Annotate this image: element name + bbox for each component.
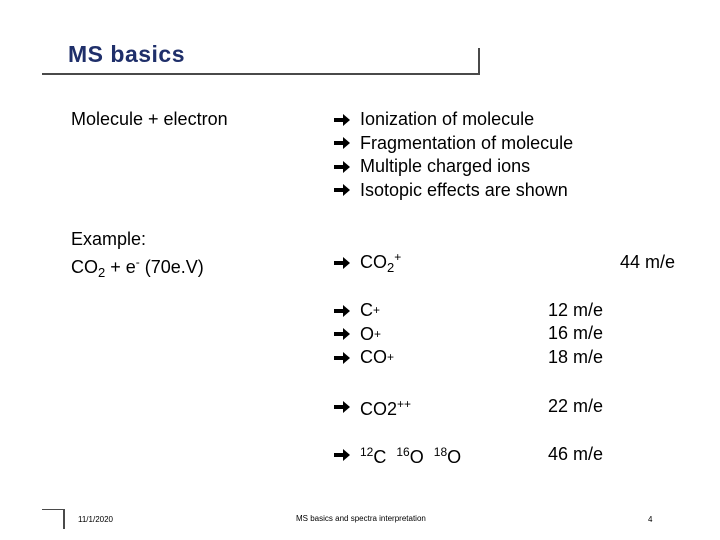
- footer-date: 11/1/2020: [78, 515, 113, 524]
- list-item: Ionization of molecule: [333, 108, 573, 132]
- example-reaction: $CO_2 + e^-$ (70e.V): [71, 255, 204, 280]
- page-number: 4: [648, 515, 653, 524]
- co2-plus-row: [333, 251, 401, 275]
- right-arrow-icon: [333, 327, 351, 341]
- slide-title: MS basics: [68, 41, 185, 67]
- ion-mass-value: 44 m/e: [620, 252, 676, 272]
- example-label: Example:: [71, 229, 147, 249]
- ion-formula: $CO_2^+$: [360, 250, 402, 276]
- title-rule-tick: [478, 48, 480, 75]
- list-item: O +: [333, 323, 394, 347]
- right-arrow-icon: [333, 400, 351, 414]
- right-arrow-icon: [333, 351, 351, 365]
- list-item: C +: [333, 299, 394, 323]
- fragments-list: [333, 299, 394, 370]
- isotope-row: [333, 443, 461, 467]
- right-arrow-icon: [333, 448, 351, 462]
- list-item: CO +: [333, 346, 394, 370]
- footer-rule: [42, 509, 65, 510]
- right-arrow-icon: [333, 160, 351, 174]
- example-block: [71, 228, 204, 284]
- results-list: [333, 108, 573, 202]
- list-item: Multiple charged ions: [333, 155, 573, 179]
- right-arrow-icon: [333, 183, 351, 197]
- right-arrow-icon: [333, 304, 351, 318]
- fragment-mass-value: 12 m/e: [548, 300, 604, 320]
- fragment-mass-value: 18 m/e: [548, 347, 604, 367]
- ion-formula: CO2++: [360, 396, 412, 419]
- list-item: Isotopic effects are shown: [333, 179, 573, 203]
- footer-caption: MS basics and spectra interpretation: [296, 514, 426, 523]
- footer-rule-tick: [63, 509, 65, 529]
- fragment-mass-value: 16 m/e: [548, 323, 604, 343]
- right-arrow-icon: [333, 113, 351, 127]
- ion-mass-value: 46 m/e: [548, 444, 604, 464]
- ion-mass-value: 22 m/e: [548, 396, 604, 416]
- isotope-formula: $^{12}$C $^{16}$O $^{18}$O: [360, 444, 462, 467]
- molecule-plus-electron: Molecule + electron: [71, 109, 228, 129]
- co2-double-row: [333, 395, 411, 419]
- title-underline: [42, 73, 480, 75]
- right-arrow-icon: [333, 256, 351, 270]
- list-item: Fragmentation of molecule: [333, 132, 573, 156]
- right-arrow-icon: [333, 136, 351, 150]
